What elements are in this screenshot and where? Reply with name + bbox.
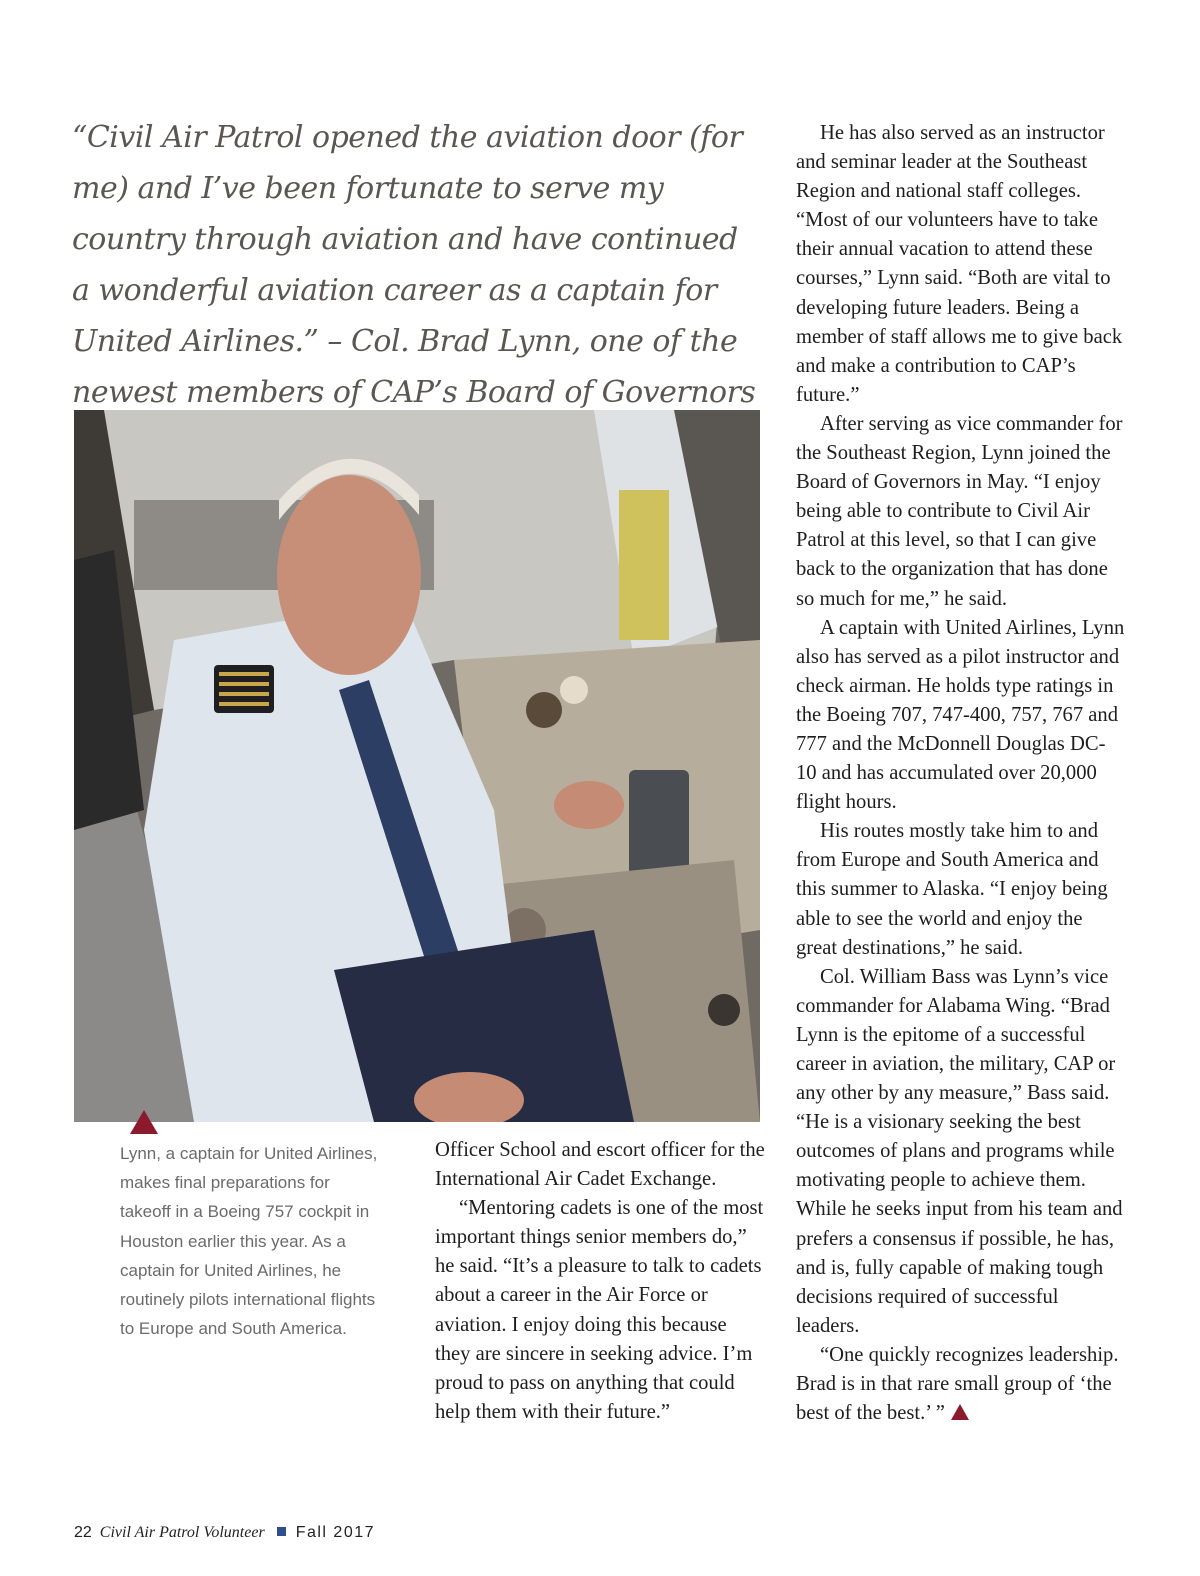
paragraph: His routes mostly take him to and from Europe and South America and this summer to Alaska. “I enjoy being able to see the world and enjoy the great destinations,” he said. <box>796 820 1108 959</box>
pull-quote: “Civil Air Patrol opened the aviation door (for me) and I’ve been fortunate to serve my country through aviation and have continued a wonderful aviation career as a captain for United Airlines.” – Col. Brad Lynn, one of the newest members of CAP’s Board of Governors <box>72 120 756 410</box>
footer-square-icon <box>277 1527 286 1536</box>
page-number: 22 <box>74 1524 92 1541</box>
publication-title: Civil Air Patrol Volunteer <box>99 1524 265 1541</box>
end-mark-triangle <box>951 1404 969 1420</box>
paragraph: He has also served as an instructor and seminar leader at the Southeast Region and national staff colleges. “Most of our volunteers have to take their annual vacation to attend these courses,” Lynn said. “Both are vital to developing future leaders. Being a member of staff allows me to give back and make a contribution to CAP’s future.” <box>796 122 1123 406</box>
page-footer <box>74 1524 375 1542</box>
captain-in-cockpit-photo <box>74 410 760 1122</box>
paragraph: Col. William Bass was Lynn’s vice commander for Alabama Wing. “Brad Lynn is the epitome of a successful career in aviation, the military, CAP or any other by any measure,” Bass said. “He is a visionary seeking the best outcomes of plans and programs while motivating people to achieve them. While he seeks input from his team and prefers a consensus if possible, he has, and is, fully capable of making tough decisions required of successful leaders. <box>796 965 1123 1337</box>
paragraph: Officer School and escort officer for the International Air Cadet Exchange. <box>435 1139 765 1191</box>
caption-marker-triangle <box>130 1110 158 1134</box>
paragraph: “Mentoring cadets is one of the most important things senior members do,” he said. “It’s a pleasure to talk to cadets about a career in the Air Force or aviation. I enjoy doing this because they are sincere in seeking advice. I’m proud to pass on anything that could help them with their future.” <box>435 1197 764 1423</box>
paragraph-final <box>796 1341 1126 1428</box>
paragraph: After serving as vice commander for the Southeast Region, Lynn joined the Board of Governors in May. “I enjoy being able to contribute to Civil Air Patrol at this level, so that I can give back to the organization that has done so much for me,” he said. <box>796 412 1123 610</box>
paragraph-text: “One quickly recognizes leadership. Brad is in that rare small group of ‘the best of the best.’ ” <box>796 1343 1119 1425</box>
paragraph: A captain with United Airlines, Lynn also has served as a pilot instructor and check airman. He holds type ratings in the Boeing 707, 747-400, 757, 767 and 777 and the McDonnell Douglas DC-10 and has accumulated over 20,000 flight hours. <box>796 616 1125 814</box>
issue-label: Fall 2017 <box>295 1524 376 1541</box>
article-column-right <box>796 119 1126 1428</box>
photo-caption: Lynn, a captain for United Airlines, makes final preparations for takeoff in a Boeing 757 cockpit in Houston earlier this year. As a captain for United Airlines, he routinely pilots international flights to Europe and South America. <box>120 1144 378 1339</box>
article-column-middle <box>435 1136 765 1427</box>
